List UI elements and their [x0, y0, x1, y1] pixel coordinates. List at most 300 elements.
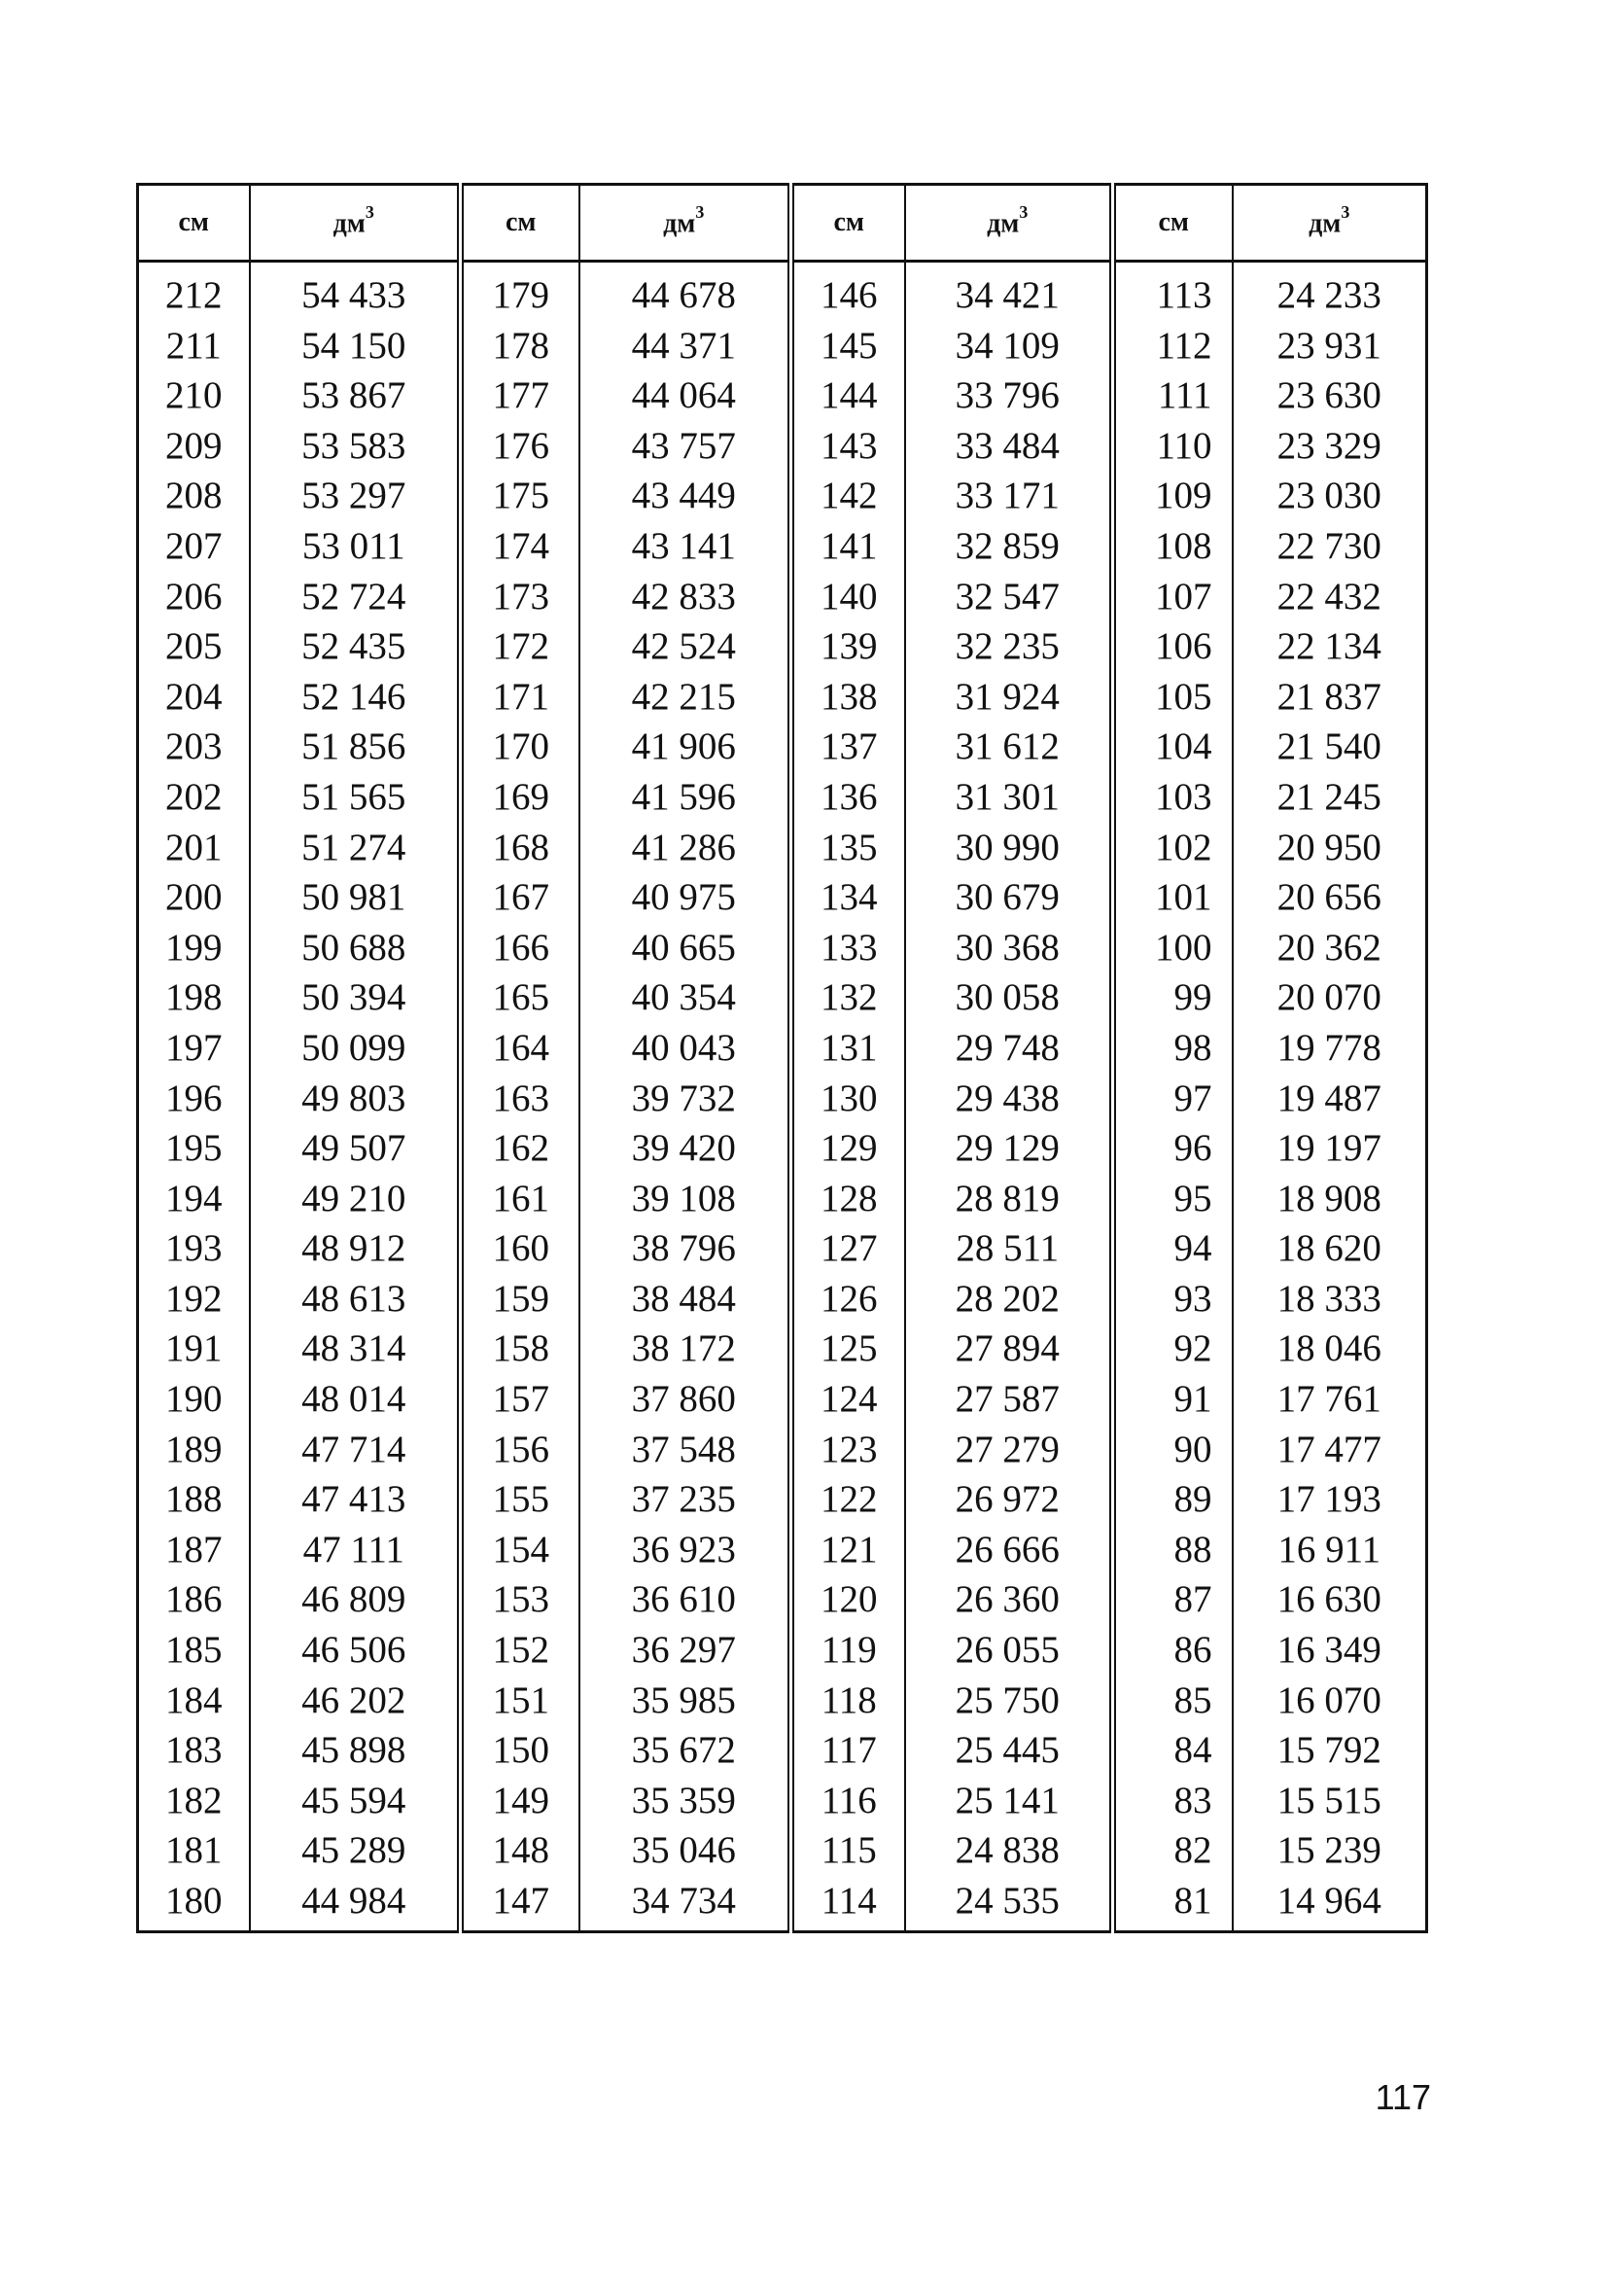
cm-cell: 115 [791, 1825, 905, 1876]
header-dm3-2 [579, 185, 791, 262]
cm-cell: 95 [1113, 1174, 1233, 1224]
table-body [138, 262, 1427, 1932]
dm3-cell: 20 070 [1233, 972, 1427, 1023]
dm3-cell: 34 109 [905, 321, 1113, 371]
dm3-cell: 28 511 [905, 1223, 1113, 1274]
cm-cell: 157 [461, 1374, 579, 1425]
cm-cell: 132 [791, 972, 905, 1023]
cm-cell: 99 [1113, 972, 1233, 1023]
dm3-cell: 47 714 [250, 1425, 461, 1475]
cm-cell: 147 [461, 1876, 579, 1931]
cm-cell: 143 [791, 421, 905, 472]
cm-cell: 207 [138, 521, 250, 572]
dm3-cell: 43 141 [579, 521, 791, 572]
table-row [138, 722, 1427, 772]
table-row [138, 1123, 1427, 1174]
dm3-cell: 49 507 [250, 1123, 461, 1174]
cm-cell: 177 [461, 371, 579, 421]
cm-cell: 88 [1113, 1525, 1233, 1575]
dm3-cell: 14 964 [1233, 1876, 1427, 1931]
dm3-cell: 44 064 [579, 371, 791, 421]
cm-cell: 139 [791, 621, 905, 672]
cm-cell: 113 [1113, 262, 1233, 321]
table-row [138, 1425, 1427, 1475]
dm3-cell: 27 279 [905, 1425, 1113, 1475]
dm3-cell: 25 750 [905, 1676, 1113, 1726]
cm-cell: 100 [1113, 923, 1233, 973]
dm3-cell: 42 833 [579, 572, 791, 622]
dm3-cell: 47 111 [250, 1525, 461, 1575]
table-row [138, 1223, 1427, 1274]
dm3-cell: 39 732 [579, 1074, 791, 1124]
dm3-cell: 26 666 [905, 1525, 1113, 1575]
dm3-cell: 31 301 [905, 772, 1113, 823]
dm3-cell: 29 748 [905, 1023, 1113, 1074]
dm3-cell: 53 867 [250, 371, 461, 421]
cm-cell: 184 [138, 1676, 250, 1726]
table-row [138, 872, 1427, 923]
header-label: дм [663, 208, 696, 239]
cm-cell: 103 [1113, 772, 1233, 823]
table-row [138, 1023, 1427, 1074]
dm3-cell: 37 860 [579, 1374, 791, 1425]
dm3-cell: 40 043 [579, 1023, 791, 1074]
cm-cell: 134 [791, 872, 905, 923]
table-row [138, 1776, 1427, 1826]
dm3-cell: 35 672 [579, 1725, 791, 1776]
dm3-cell: 53 583 [250, 421, 461, 472]
cm-cell: 129 [791, 1123, 905, 1174]
header-row [138, 185, 1427, 262]
dm3-cell: 53 011 [250, 521, 461, 572]
dm3-cell: 46 809 [250, 1574, 461, 1625]
cm-cell: 91 [1113, 1374, 1233, 1425]
cm-cell: 123 [791, 1425, 905, 1475]
dm3-cell: 24 838 [905, 1825, 1113, 1876]
cm-cell: 122 [791, 1474, 905, 1525]
dm3-cell: 19 778 [1233, 1023, 1427, 1074]
cm-cell: 174 [461, 521, 579, 572]
dm3-cell: 24 233 [1233, 262, 1427, 321]
dm3-cell: 35 985 [579, 1676, 791, 1726]
dm3-cell: 50 981 [250, 872, 461, 923]
cm-cell: 102 [1113, 823, 1233, 873]
dm3-cell: 33 484 [905, 421, 1113, 472]
dm3-cell: 23 630 [1233, 371, 1427, 421]
cm-cell: 148 [461, 1825, 579, 1876]
dm3-cell: 45 898 [250, 1725, 461, 1776]
dm3-cell: 27 894 [905, 1324, 1113, 1374]
cm-cell: 180 [138, 1876, 250, 1931]
dm3-cell: 49 803 [250, 1074, 461, 1124]
dm3-cell: 16 070 [1233, 1676, 1427, 1726]
cm-cell: 85 [1113, 1676, 1233, 1726]
cm-cell: 87 [1113, 1574, 1233, 1625]
cm-cell: 145 [791, 321, 905, 371]
cm-cell: 98 [1113, 1023, 1233, 1074]
dm3-cell: 30 368 [905, 923, 1113, 973]
table-row [138, 1676, 1427, 1726]
cm-cell: 192 [138, 1274, 250, 1325]
cm-cell: 146 [791, 262, 905, 321]
dm3-cell: 48 613 [250, 1274, 461, 1325]
dm3-cell: 21 245 [1233, 772, 1427, 823]
dm3-cell: 34 734 [579, 1876, 791, 1931]
dm3-cell: 15 239 [1233, 1825, 1427, 1876]
cm-cell: 89 [1113, 1474, 1233, 1525]
header-dm3-1 [250, 185, 461, 262]
cm-cell: 92 [1113, 1324, 1233, 1374]
cm-cell: 191 [138, 1324, 250, 1374]
dm3-cell: 26 972 [905, 1474, 1113, 1525]
dm3-cell: 36 610 [579, 1574, 791, 1625]
table-row [138, 321, 1427, 371]
header-label: см [833, 207, 864, 237]
cm-cell: 104 [1113, 722, 1233, 772]
cm-cell: 182 [138, 1776, 250, 1826]
dm3-cell: 17 761 [1233, 1374, 1427, 1425]
cm-cell: 121 [791, 1525, 905, 1575]
cm-cell: 120 [791, 1574, 905, 1625]
cm-cell: 112 [1113, 321, 1233, 371]
cm-cell: 210 [138, 371, 250, 421]
dm3-cell: 29 129 [905, 1123, 1113, 1174]
cm-cell: 161 [461, 1174, 579, 1224]
dm3-cell: 31 924 [905, 672, 1113, 723]
dm3-cell: 42 524 [579, 621, 791, 672]
cm-cell: 186 [138, 1574, 250, 1625]
calibration-table [136, 183, 1428, 1933]
cm-cell: 97 [1113, 1074, 1233, 1124]
dm3-cell: 31 612 [905, 722, 1113, 772]
dm3-cell: 18 908 [1233, 1174, 1427, 1224]
dm3-cell: 30 058 [905, 972, 1113, 1023]
dm3-cell: 41 286 [579, 823, 791, 873]
cm-cell: 117 [791, 1725, 905, 1776]
cm-cell: 209 [138, 421, 250, 472]
dm3-cell: 22 134 [1233, 621, 1427, 672]
cm-cell: 128 [791, 1174, 905, 1224]
cm-cell: 94 [1113, 1223, 1233, 1274]
header-cm-4 [1113, 185, 1233, 262]
dm3-cell: 47 413 [250, 1474, 461, 1525]
dm3-cell: 18 333 [1233, 1274, 1427, 1325]
dm3-cell: 25 445 [905, 1725, 1113, 1776]
cm-cell: 171 [461, 672, 579, 723]
table-row [138, 371, 1427, 421]
dm3-cell: 48 912 [250, 1223, 461, 1274]
cm-cell: 131 [791, 1023, 905, 1074]
cm-cell: 110 [1113, 421, 1233, 472]
cm-cell: 105 [1113, 672, 1233, 723]
table-row [138, 621, 1427, 672]
header-label: дм [987, 208, 1020, 239]
dm3-cell: 43 449 [579, 471, 791, 521]
cm-cell: 133 [791, 923, 905, 973]
dm3-cell: 17 193 [1233, 1474, 1427, 1525]
cm-cell: 165 [461, 972, 579, 1023]
dm3-cell: 20 362 [1233, 923, 1427, 973]
cm-cell: 164 [461, 1023, 579, 1074]
dm3-cell: 44 984 [250, 1876, 461, 1931]
cm-cell: 181 [138, 1825, 250, 1876]
dm3-cell: 20 656 [1233, 872, 1427, 923]
dm3-cell: 23 329 [1233, 421, 1427, 472]
dm3-cell: 44 678 [579, 262, 791, 321]
table-row [138, 1574, 1427, 1625]
dm3-cell: 36 923 [579, 1525, 791, 1575]
dm3-cell: 24 535 [905, 1876, 1113, 1931]
dm3-cell: 52 146 [250, 672, 461, 723]
dm3-cell: 41 596 [579, 772, 791, 823]
cm-cell: 154 [461, 1525, 579, 1575]
cm-cell: 175 [461, 471, 579, 521]
dm3-cell: 16 630 [1233, 1574, 1427, 1625]
table-row [138, 823, 1427, 873]
cm-cell: 107 [1113, 572, 1233, 622]
cm-cell: 106 [1113, 621, 1233, 672]
table-row [138, 1474, 1427, 1525]
dm3-cell: 42 215 [579, 672, 791, 723]
cm-cell: 208 [138, 471, 250, 521]
dm3-cell: 40 354 [579, 972, 791, 1023]
cm-cell: 153 [461, 1574, 579, 1625]
dm3-cell: 54 150 [250, 321, 461, 371]
dm3-cell: 37 548 [579, 1425, 791, 1475]
cm-cell: 155 [461, 1474, 579, 1525]
dm3-cell: 15 792 [1233, 1725, 1427, 1776]
table-row [138, 672, 1427, 723]
header-cm-3 [791, 185, 905, 262]
table-row [138, 1625, 1427, 1676]
dm3-cell: 48 314 [250, 1324, 461, 1374]
cm-cell: 150 [461, 1725, 579, 1776]
header-label: дм [1309, 208, 1342, 239]
cm-cell: 126 [791, 1274, 905, 1325]
cm-cell: 130 [791, 1074, 905, 1124]
dm3-cell: 16 349 [1233, 1625, 1427, 1676]
dm3-cell: 17 477 [1233, 1425, 1427, 1475]
dm3-cell: 18 620 [1233, 1223, 1427, 1274]
cm-cell: 190 [138, 1374, 250, 1425]
dm3-cell: 22 730 [1233, 521, 1427, 572]
table-header [138, 185, 1427, 262]
dm3-cell: 43 757 [579, 421, 791, 472]
dm3-cell: 51 274 [250, 823, 461, 873]
cm-cell: 204 [138, 672, 250, 723]
cm-cell: 160 [461, 1223, 579, 1274]
dm3-cell: 23 931 [1233, 321, 1427, 371]
header-cm-1 [138, 185, 250, 262]
cm-cell: 195 [138, 1123, 250, 1174]
table-row [138, 772, 1427, 823]
cm-cell: 116 [791, 1776, 905, 1826]
dm3-cell: 30 990 [905, 823, 1113, 873]
dm3-cell: 44 371 [579, 321, 791, 371]
dm3-cell: 54 433 [250, 262, 461, 321]
cm-cell: 149 [461, 1776, 579, 1826]
dm3-cell: 40 975 [579, 872, 791, 923]
header-label: см [506, 207, 537, 237]
cm-cell: 119 [791, 1625, 905, 1676]
cm-cell: 81 [1113, 1876, 1233, 1931]
cm-cell: 93 [1113, 1274, 1233, 1325]
header-superscript: 3 [1341, 201, 1350, 222]
cm-cell: 162 [461, 1123, 579, 1174]
cm-cell: 138 [791, 672, 905, 723]
dm3-cell: 35 359 [579, 1776, 791, 1826]
dm3-cell: 53 297 [250, 471, 461, 521]
cm-cell: 124 [791, 1374, 905, 1425]
dm3-cell: 46 506 [250, 1625, 461, 1676]
dm3-cell: 45 289 [250, 1825, 461, 1876]
cm-cell: 108 [1113, 521, 1233, 572]
dm3-cell: 33 796 [905, 371, 1113, 421]
cm-cell: 178 [461, 321, 579, 371]
dm3-cell: 38 172 [579, 1324, 791, 1374]
dm3-cell: 18 046 [1233, 1324, 1427, 1374]
dm3-cell: 15 515 [1233, 1776, 1427, 1826]
table-row [138, 1374, 1427, 1425]
header-label: см [1158, 207, 1189, 237]
dm3-cell: 28 202 [905, 1274, 1113, 1325]
cm-cell: 169 [461, 772, 579, 823]
dm3-cell: 33 171 [905, 471, 1113, 521]
cm-cell: 109 [1113, 471, 1233, 521]
dm3-cell: 29 438 [905, 1074, 1113, 1124]
cm-cell: 137 [791, 722, 905, 772]
dm3-cell: 20 950 [1233, 823, 1427, 873]
table-row [138, 972, 1427, 1023]
dm3-cell: 36 297 [579, 1625, 791, 1676]
cm-cell: 136 [791, 772, 905, 823]
header-label: см [178, 207, 209, 237]
cm-cell: 200 [138, 872, 250, 923]
dm3-cell: 38 796 [579, 1223, 791, 1274]
dm3-cell: 38 484 [579, 1274, 791, 1325]
dm3-cell: 51 565 [250, 772, 461, 823]
dm3-cell: 32 547 [905, 572, 1113, 622]
cm-cell: 127 [791, 1223, 905, 1274]
dm3-cell: 19 487 [1233, 1074, 1427, 1124]
dm3-cell: 25 141 [905, 1776, 1113, 1826]
cm-cell: 211 [138, 321, 250, 371]
cm-cell: 179 [461, 262, 579, 321]
dm3-cell: 48 014 [250, 1374, 461, 1425]
dm3-cell: 26 360 [905, 1574, 1113, 1625]
dm3-cell: 27 587 [905, 1374, 1113, 1425]
cm-cell: 140 [791, 572, 905, 622]
table-row [138, 521, 1427, 572]
cm-cell: 201 [138, 823, 250, 873]
cm-cell: 83 [1113, 1776, 1233, 1826]
cm-cell: 176 [461, 421, 579, 472]
cm-cell: 82 [1113, 1825, 1233, 1876]
dm3-cell: 34 421 [905, 262, 1113, 321]
dm3-cell: 46 202 [250, 1676, 461, 1726]
table-row [138, 923, 1427, 973]
cm-cell: 170 [461, 722, 579, 772]
table-row [138, 471, 1427, 521]
cm-cell: 212 [138, 262, 250, 321]
cm-cell: 185 [138, 1625, 250, 1676]
cm-cell: 196 [138, 1074, 250, 1124]
cm-cell: 187 [138, 1525, 250, 1575]
cm-cell: 151 [461, 1676, 579, 1726]
table-row [138, 572, 1427, 622]
dm3-cell: 28 819 [905, 1174, 1113, 1224]
dm3-cell: 52 724 [250, 572, 461, 622]
dm3-cell: 22 432 [1233, 572, 1427, 622]
cm-cell: 194 [138, 1174, 250, 1224]
header-dm3-4 [1233, 185, 1427, 262]
header-label: дм [332, 208, 366, 239]
dm3-cell: 50 394 [250, 972, 461, 1023]
cm-cell: 168 [461, 823, 579, 873]
table-row [138, 1825, 1427, 1876]
table-row [138, 1525, 1427, 1575]
cm-cell: 101 [1113, 872, 1233, 923]
dm3-cell: 35 046 [579, 1825, 791, 1876]
dm3-cell: 50 099 [250, 1023, 461, 1074]
table-row [138, 421, 1427, 472]
table-row [138, 1274, 1427, 1325]
cm-cell: 90 [1113, 1425, 1233, 1475]
table-row [138, 1324, 1427, 1374]
dm3-cell: 49 210 [250, 1174, 461, 1224]
header-superscript: 3 [1019, 201, 1029, 222]
cm-cell: 197 [138, 1023, 250, 1074]
cm-cell: 96 [1113, 1123, 1233, 1174]
header-dm3-3 [905, 185, 1113, 262]
cm-cell: 152 [461, 1625, 579, 1676]
dm3-cell: 23 030 [1233, 471, 1427, 521]
dm3-cell: 21 837 [1233, 672, 1427, 723]
header-cm-2 [461, 185, 579, 262]
cm-cell: 172 [461, 621, 579, 672]
cm-cell: 84 [1113, 1725, 1233, 1776]
cm-cell: 198 [138, 972, 250, 1023]
dm3-cell: 26 055 [905, 1625, 1113, 1676]
header-superscript: 3 [365, 201, 374, 222]
cm-cell: 202 [138, 772, 250, 823]
table-row [138, 1174, 1427, 1224]
dm3-cell: 40 665 [579, 923, 791, 973]
dm3-cell: 32 859 [905, 521, 1113, 572]
page-number: 117 [1375, 2077, 1431, 2117]
cm-cell: 144 [791, 371, 905, 421]
cm-cell: 125 [791, 1324, 905, 1374]
dm3-cell: 37 235 [579, 1474, 791, 1525]
dm3-cell: 16 911 [1233, 1525, 1427, 1575]
dm3-cell: 41 906 [579, 722, 791, 772]
dm3-cell: 39 420 [579, 1123, 791, 1174]
cm-cell: 142 [791, 471, 905, 521]
dm3-cell: 32 235 [905, 621, 1113, 672]
cm-cell: 158 [461, 1324, 579, 1374]
cm-cell: 205 [138, 621, 250, 672]
dm3-cell: 45 594 [250, 1776, 461, 1826]
cm-cell: 189 [138, 1425, 250, 1475]
cm-cell: 167 [461, 872, 579, 923]
cm-cell: 118 [791, 1676, 905, 1726]
dm3-cell: 51 856 [250, 722, 461, 772]
cm-cell: 156 [461, 1425, 579, 1475]
cm-cell: 188 [138, 1474, 250, 1525]
dm3-cell: 30 679 [905, 872, 1113, 923]
cm-cell: 86 [1113, 1625, 1233, 1676]
dm3-cell: 21 540 [1233, 722, 1427, 772]
